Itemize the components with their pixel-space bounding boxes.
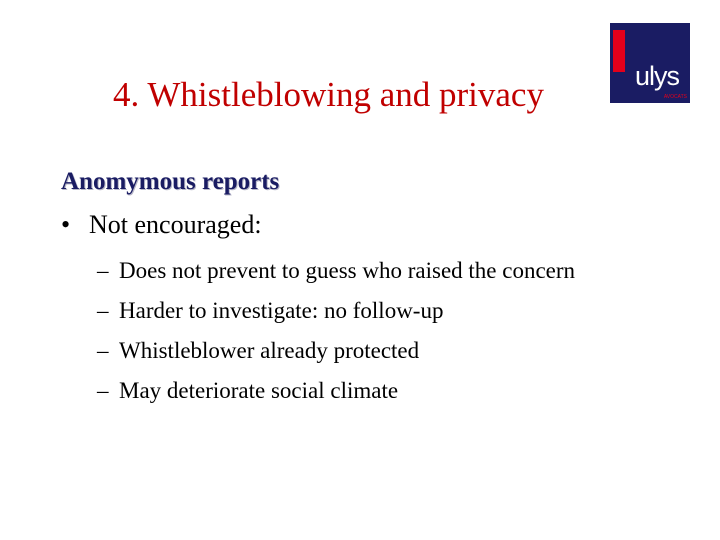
bullet-text: Not encouraged: bbox=[89, 210, 262, 239]
dash-marker: – bbox=[97, 298, 109, 323]
sub-bullet-item bbox=[97, 336, 617, 366]
dash-marker: – bbox=[97, 258, 109, 283]
logo-red-bar bbox=[613, 30, 625, 72]
bullet-item bbox=[61, 208, 262, 242]
dash-marker: – bbox=[97, 378, 109, 403]
sub-bullet-text: May deteriorate social climate bbox=[119, 378, 399, 403]
sub-bullet-text: Does not prevent to guess who raised the concern bbox=[119, 258, 576, 283]
sub-bullet-item bbox=[97, 376, 617, 406]
dash-marker: – bbox=[97, 338, 109, 363]
logo-wordmark: ulys bbox=[635, 61, 680, 91]
slide-title: 4. Whistleblowing and privacy bbox=[113, 75, 544, 114]
sub-bullet-item bbox=[97, 296, 617, 326]
section-heading: Anomymous reports bbox=[61, 168, 280, 195]
bullet-marker: • bbox=[61, 210, 71, 239]
sub-bullet-text: Harder to investigate: no follow-up bbox=[119, 298, 444, 323]
ulys-logo bbox=[610, 23, 690, 103]
sub-bullet-list bbox=[97, 256, 617, 416]
logo-subtext: AVOCATS bbox=[663, 94, 687, 100]
sub-bullet-item bbox=[97, 256, 617, 286]
sub-bullet-text: Whistleblower already protected bbox=[119, 338, 420, 363]
